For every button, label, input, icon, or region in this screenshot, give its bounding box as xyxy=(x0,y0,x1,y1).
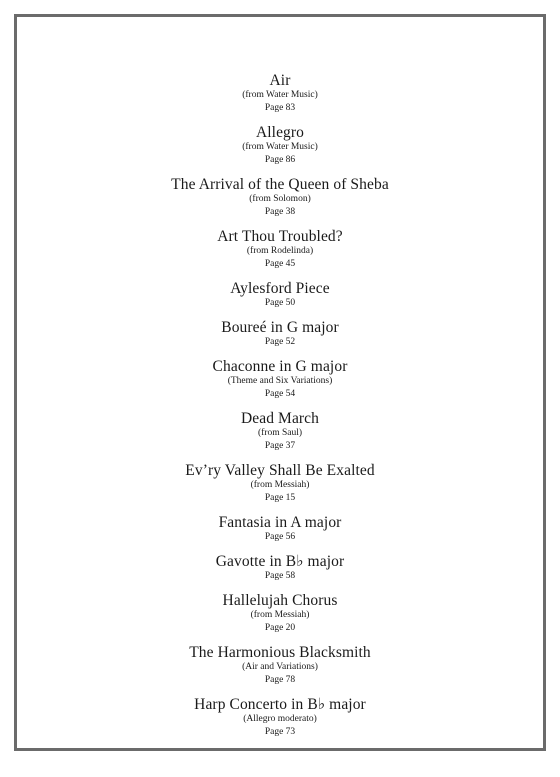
toc-entry-aylesford-piece[interactable] xyxy=(0,280,560,310)
toc-entry-harmonious-blacksmith[interactable] xyxy=(0,644,560,687)
entry-subtitle: (from Solomon) xyxy=(249,194,311,204)
entry-page-number: Page 83 xyxy=(264,103,296,113)
entry-title: The Arrival of the Queen of Sheba xyxy=(171,176,389,193)
entry-title: Allegro xyxy=(255,124,305,141)
toc-entry-air[interactable] xyxy=(0,72,560,115)
entry-subtitle: (from Messiah) xyxy=(250,610,310,620)
table-of-contents xyxy=(0,72,560,748)
toc-entry-chaconne-in-g-major[interactable] xyxy=(0,358,560,401)
entry-title: The Harmonious Blacksmith xyxy=(189,644,371,661)
entry-subtitle: (from Water Music) xyxy=(242,142,318,152)
entry-subtitle: (from Saul) xyxy=(257,428,303,438)
toc-entry-bouree-in-g-major[interactable] xyxy=(0,319,560,349)
entry-page-number: Page 50 xyxy=(264,298,296,308)
entry-page-number: Page 73 xyxy=(264,727,296,737)
toc-entry-hallelujah-chorus[interactable] xyxy=(0,592,560,635)
entry-subtitle: (Theme and Six Variations) xyxy=(227,376,333,386)
entry-page-number: Page 20 xyxy=(264,623,296,633)
entry-title: Gavotte in B♭ major xyxy=(215,553,345,570)
entry-page-number: Page 56 xyxy=(264,532,296,542)
toc-entry-fantasia-in-a-major[interactable] xyxy=(0,514,560,544)
entry-title: Harp Concerto in B♭ major xyxy=(194,696,366,713)
toc-entry-harp-concerto-in-b-flat-major[interactable] xyxy=(0,696,560,739)
toc-entry-allegro[interactable] xyxy=(0,124,560,167)
entry-subtitle: (from Messiah) xyxy=(250,480,310,490)
entry-subtitle: (from Rodelinda) xyxy=(246,246,314,256)
entry-title: Fantasia in A major xyxy=(218,514,342,531)
entry-page-number: Page 86 xyxy=(264,155,296,165)
entry-page-number: Page 38 xyxy=(264,207,296,217)
entry-title: Ev’ry Valley Shall Be Exalted xyxy=(185,462,375,479)
entry-page-number: Page 52 xyxy=(264,337,296,347)
entry-subtitle: (Allegro moderato) xyxy=(243,714,317,724)
toc-entry-gavotte-in-b-flat-major[interactable] xyxy=(0,553,560,583)
entry-title: Boureé in G major xyxy=(221,319,339,336)
entry-title: Air xyxy=(269,72,291,89)
entry-page-number: Page 78 xyxy=(264,675,296,685)
entry-page-number: Page 54 xyxy=(264,389,296,399)
toc-entry-dead-march[interactable] xyxy=(0,410,560,453)
toc-entry-arrival-of-the-queen-of-sheba[interactable] xyxy=(0,176,560,219)
toc-entry-art-thou-troubled[interactable] xyxy=(0,228,560,271)
entry-page-number: Page 15 xyxy=(264,493,296,503)
entry-title: Art Thou Troubled? xyxy=(217,228,343,245)
entry-subtitle: (from Water Music) xyxy=(242,90,318,100)
entry-title: Aylesford Piece xyxy=(230,280,330,297)
entry-title: Hallelujah Chorus xyxy=(222,592,338,609)
entry-page-number: Page 37 xyxy=(264,441,296,451)
entry-page-number: Page 58 xyxy=(264,571,296,581)
toc-entry-evry-valley[interactable] xyxy=(0,462,560,505)
entry-title: Dead March xyxy=(240,410,320,427)
entry-title: Chaconne in G major xyxy=(212,358,348,375)
entry-subtitle: (Air and Variations) xyxy=(242,662,318,672)
entry-page-number: Page 45 xyxy=(264,259,296,269)
